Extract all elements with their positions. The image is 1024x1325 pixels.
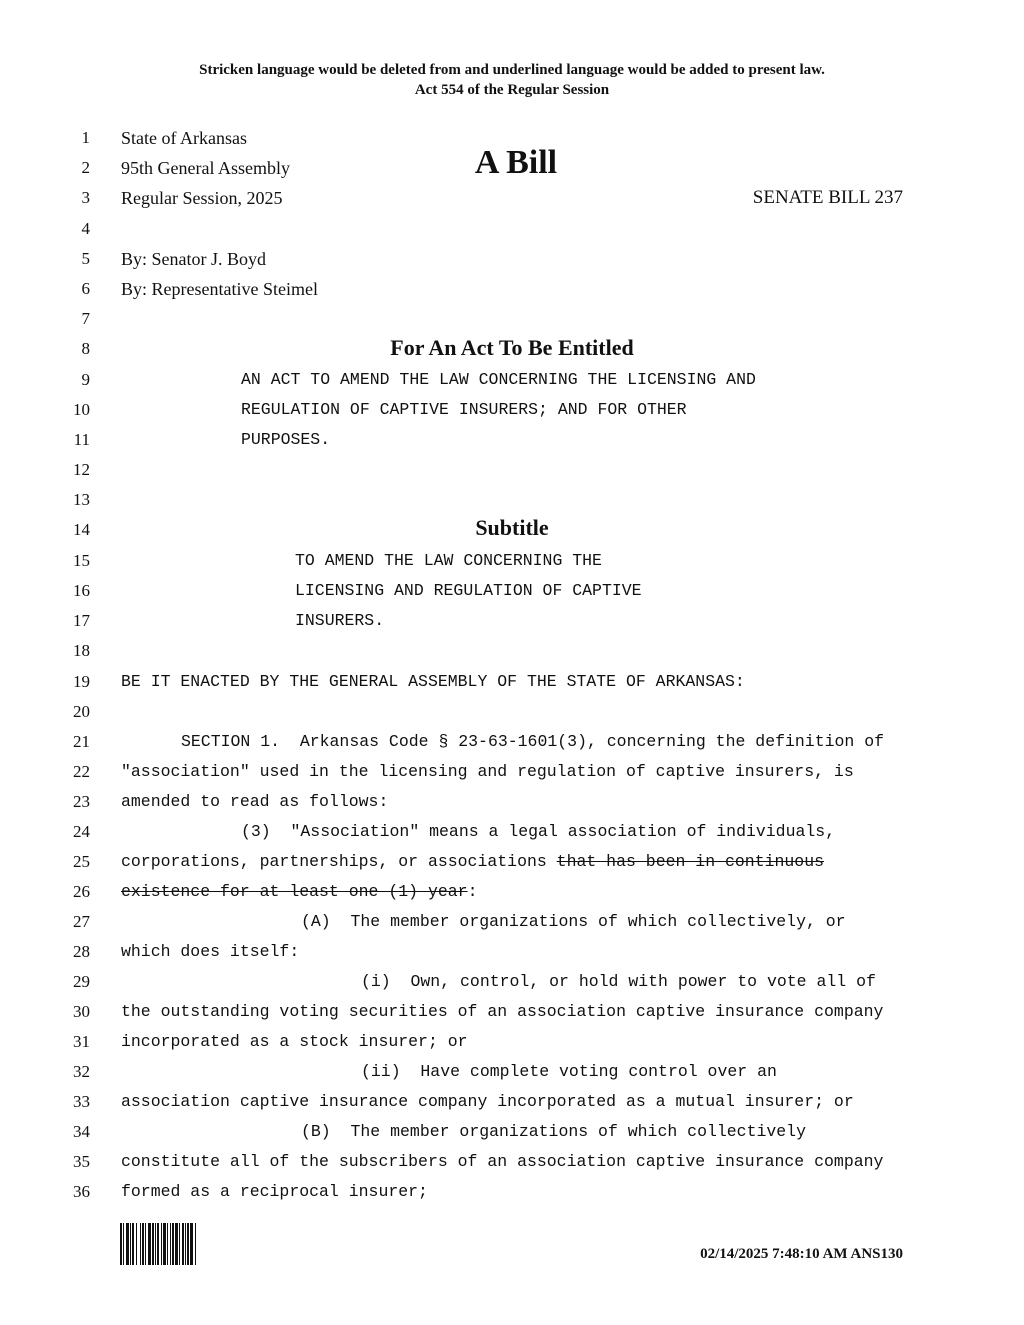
- line-number: 2: [81, 158, 90, 177]
- line-number: 15: [73, 551, 90, 570]
- stricken-text: existence for at least one (1) year: [121, 882, 468, 901]
- body-line: formed as a reciprocal insurer;: [121, 1182, 428, 1201]
- line-number: 13: [73, 490, 90, 509]
- line-number: 29: [73, 972, 90, 991]
- line-number: 10: [73, 400, 90, 419]
- line-number: 16: [73, 581, 90, 600]
- line-number: 6: [81, 279, 90, 298]
- bill-number: SENATE BILL 237: [752, 187, 903, 208]
- line-number: 3: [81, 188, 90, 207]
- subparagraph-b-text: (B) The member organizations of which collectively: [301, 1122, 806, 1141]
- act-title-line: PURPOSES.: [241, 430, 331, 449]
- subtitle-line: LICENSING AND REGULATION OF CAPTIVE: [295, 581, 642, 600]
- line-number: 36: [73, 1182, 90, 1201]
- line-number: 35: [73, 1152, 90, 1171]
- body-line: "association" used in the licensing and regulation of captive insurers, is: [121, 762, 854, 781]
- line-number: 34: [73, 1122, 90, 1141]
- house-sponsor: By: Representative Steimel: [121, 279, 318, 299]
- body-line: association captive insurance company incorporated as a mutual insurer; or: [121, 1092, 854, 1111]
- line-number: 4: [81, 219, 90, 238]
- section-heading-text: SECTION 1. Arkansas Code § 23-63-1601(3), concerning the definition of: [181, 732, 885, 751]
- line-number: 27: [73, 912, 90, 931]
- subdivision-3-text: (3) "Association" means a legal association of individuals,: [241, 822, 836, 841]
- body-line: incorporated as a stock insurer; or: [121, 1032, 468, 1051]
- session: Regular Session, 2025: [121, 188, 283, 208]
- item-i-text: (i) Own, control, or hold with power to vote all of: [361, 972, 876, 991]
- body-text: :: [467, 882, 478, 901]
- line-number: 21: [73, 732, 90, 751]
- line-number: 20: [73, 702, 90, 721]
- line-number: 26: [73, 882, 90, 901]
- line-number: 23: [73, 792, 90, 811]
- body-line: amended to read as follows:: [121, 792, 389, 811]
- body-line: constitute all of the subscribers of an association captive insurance company: [121, 1152, 884, 1171]
- line-number: 8: [81, 339, 90, 358]
- line-number: 9: [81, 370, 90, 389]
- bill-title: A Bill: [474, 144, 558, 181]
- line-number: 32: [73, 1062, 90, 1081]
- senate-sponsor: By: Senator J. Boyd: [121, 249, 267, 269]
- body-line: [121, 882, 477, 901]
- stricken-text: that has been in continuous: [556, 852, 825, 871]
- stricken-language-notice: Stricken language would be deleted from and underlined language would be added to present law.: [199, 62, 825, 78]
- body-line: which does itself:: [121, 942, 300, 961]
- enacting-clause: BE IT ENACTED BY THE GENERAL ASSEMBLY OF THE STATE OF ARKANSAS:: [121, 672, 745, 691]
- act-title-heading: For An Act To Be Entitled: [390, 335, 634, 360]
- subtitle-line: TO AMEND THE LAW CONCERNING THE: [295, 551, 602, 570]
- line-number: 30: [73, 1002, 90, 1021]
- line-number: 33: [73, 1092, 90, 1111]
- line-number: 17: [73, 611, 90, 630]
- body-line: [121, 852, 824, 871]
- item-ii-text: (ii) Have complete voting control over an: [361, 1062, 777, 1081]
- line-number: 22: [73, 762, 90, 781]
- body-text: corporations, partnerships, or associations: [121, 852, 557, 871]
- line-number: 19: [73, 672, 90, 691]
- document-timestamp: 02/14/2025 7:48:10 AM ANS130: [700, 1246, 903, 1262]
- line-number: 24: [73, 822, 90, 841]
- line-number: 7: [81, 309, 90, 328]
- state-name: State of Arkansas: [121, 128, 247, 148]
- act-title-line: REGULATION OF CAPTIVE INSURERS; AND FOR OTHER: [241, 400, 687, 419]
- act-number: Act 554 of the Regular Session: [414, 82, 610, 98]
- line-number: 28: [73, 942, 90, 961]
- body-line: the outstanding voting securities of an association captive insurance company: [121, 1002, 884, 1021]
- general-assembly: 95th General Assembly: [121, 158, 290, 178]
- line-number: 5: [81, 249, 90, 268]
- subtitle-line: INSURERS.: [295, 611, 385, 630]
- subtitle-heading: Subtitle: [475, 515, 549, 540]
- line-number: 25: [73, 852, 90, 871]
- act-title-line: AN ACT TO AMEND THE LAW CONCERNING THE LICENSING AND: [241, 370, 756, 389]
- subparagraph-a-text: (A) The member organizations of which collectively, or: [301, 912, 846, 931]
- barcode-icon: [120, 1223, 248, 1265]
- line-number: 18: [73, 641, 90, 660]
- line-number: 11: [73, 430, 90, 449]
- line-number: 12: [73, 460, 90, 479]
- line-number: 14: [73, 520, 90, 539]
- line-number: 31: [73, 1032, 90, 1051]
- line-number: 1: [81, 128, 90, 147]
